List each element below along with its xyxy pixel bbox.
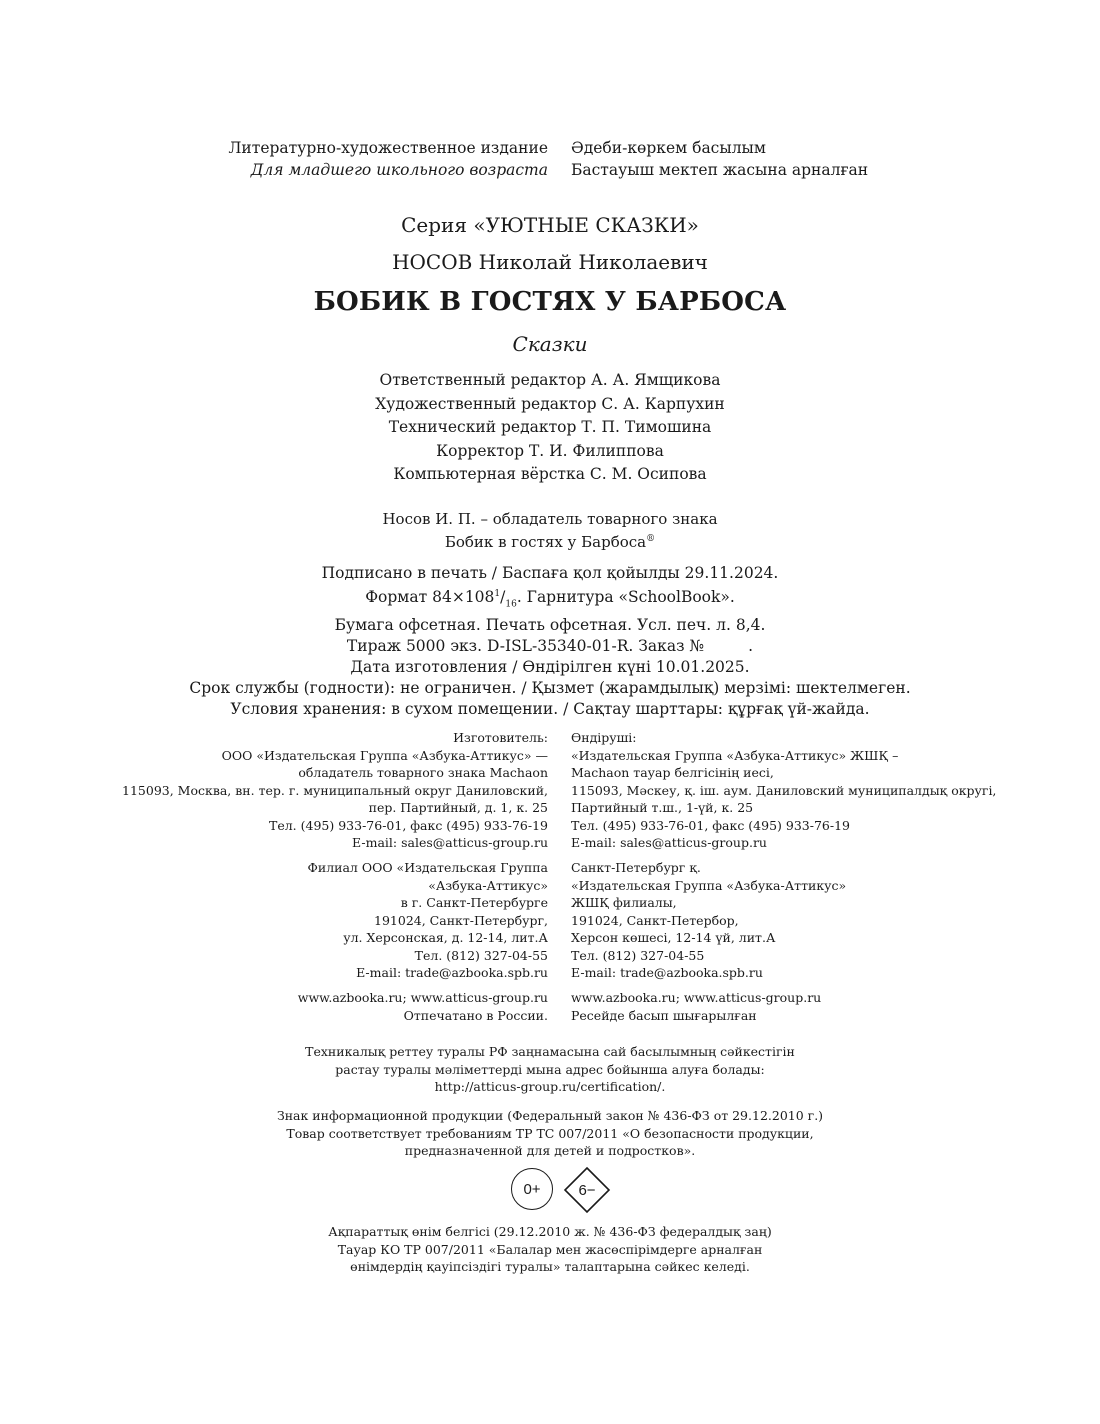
- branch-ru: [100, 859, 548, 982]
- manufacturer-kz-line: Өндіруші:: [571, 730, 637, 745]
- genre-ru: [150, 137, 548, 181]
- certification-line: Техникалық реттеу туралы РФ заңнамасына сай басылымның сәйкестігін: [305, 1044, 795, 1059]
- branch-kz: [571, 859, 1041, 982]
- staff-list: [0, 369, 1100, 487]
- print-run-line: Тираж 5000 экз. D-ISL-35340-01-R. Заказ № .: [346, 637, 754, 656]
- branch-ru-line: E-mail: trade@azbooka.spb.ru: [356, 965, 548, 980]
- web-kz: [571, 989, 1041, 1024]
- branch-kz-line: E-mail: trade@azbooka.spb.ru: [571, 965, 763, 980]
- manufacturer-ru-line: Тел. (495) 933-76-01, факс (495) 933-76-19: [269, 817, 548, 833]
- trademark-line2: Бобик в гостях у Барбоса®: [444, 533, 656, 551]
- genre-kz-line1: Әдеби-көркем басылым: [571, 139, 766, 157]
- series: Серия «УЮТНЫЕ СКАЗКИ»: [401, 213, 699, 237]
- printed-in-ru: Отпечатано в России.: [403, 1007, 548, 1023]
- info-sign-kz-line: өнімдердің қауіпсіздігі туралы» талаптарына сәйкес келеді.: [350, 1259, 750, 1274]
- info-sign-ru-line: Товар соответствует требованиям ТР ТС 007/2011 «О безопасности продукции,: [286, 1125, 814, 1141]
- manufacturer-kz-line: Партийный т.ш., 1-үй, к. 25: [571, 800, 754, 815]
- staff-line: Ответственный редактор А. А. Ямщикова: [379, 371, 721, 389]
- manufacturer-ru-line: ООО «Издательская Группа «Азбука-Аттикус» —: [221, 747, 548, 763]
- author: НОСОВ Николай Николаевич: [392, 250, 708, 274]
- branch-ru-line: 191024, Санкт-Петербург,: [374, 912, 548, 928]
- genre-ru-line2: Для младшего школьного возраста: [250, 161, 548, 179]
- manufacturer-ru-line: Изготовитель:: [453, 730, 548, 745]
- branch-ru-line: «Азбука-Аттикус»: [428, 877, 548, 893]
- web-ru-links: www.azbooka.ru; www.atticus-group.ru: [297, 990, 548, 1005]
- branch-kz-line: ЖШҚ филиалы,: [571, 895, 677, 910]
- age-0-plus-icon: 0+: [511, 1168, 553, 1210]
- genre-ru-line1: Литературно-художественное издание: [228, 139, 548, 157]
- info-sign-ru-line: Знак информационной продукции (Федеральный закон № 436-ФЗ от 29.12.2010 г.): [276, 1108, 824, 1123]
- book-title: БОБИК В ГОСТЯХ У БАРБОСА: [313, 287, 787, 317]
- manufacturer-kz-line: E-mail: sales@atticus-group.ru: [571, 835, 767, 850]
- branch-ru-line: в г. Санкт-Петербурге: [400, 895, 548, 910]
- certification: [0, 1043, 1100, 1096]
- branch-ru-line: ул. Херсонская, д. 12-14, лит.А: [343, 930, 548, 945]
- signed-line: Подписано в печать / Баспаға қол қойылды 29.11.2024.: [321, 564, 779, 582]
- web-ru: [100, 989, 548, 1024]
- printing-info: [0, 563, 1100, 720]
- staff-line: Корректор Т. И. Филиппова: [436, 441, 664, 460]
- manufacturer-kz-line: «Издательская Группа «Азбука-Аттикус» ЖШҚ –: [571, 747, 899, 763]
- printed-in-kz: Ресейде басып шығарылған: [571, 1007, 757, 1023]
- storage-line: Условия хранения: в сухом помещении. / Сақтау шарттары: құрғақ үй-жайда.: [230, 700, 870, 719]
- subtitle: Сказки: [512, 332, 588, 356]
- made-date-line: Дата изготовления / Өндірілген күні 10.01.2025.: [350, 658, 750, 677]
- branch-kz-line: Херсон көшесі, 12-14 үй, лит.А: [571, 930, 776, 945]
- age-marks: [511, 1168, 611, 1212]
- web-kz-links: www.azbooka.ru; www.atticus-group.ru: [571, 990, 822, 1005]
- branch-ru-line: Тел. (812) 327-04-55: [414, 947, 548, 963]
- manufacturer-ru-line: E-mail: sales@atticus-group.ru: [352, 835, 548, 850]
- paper-line: Бумага офсетная. Печать офсетная. Усл. печ. л. 8,4.: [334, 616, 766, 635]
- trademark-line1: Носов И. П. – обладатель товарного знака: [382, 510, 718, 528]
- certification-line: http://atticus-group.ru/certification/.: [434, 1079, 666, 1094]
- manufacturer-kz-line: 115093, Мәскеу, қ. іш. аум. Даниловский муниципалдық округі,: [571, 782, 997, 798]
- manufacturer-kz-line: Machaon тауар белгісінің иесі,: [571, 765, 774, 780]
- manufacturer-kz: [571, 729, 1041, 852]
- age-6-minus-label: 6−: [578, 1181, 596, 1199]
- info-sign-kz: [0, 1223, 1100, 1276]
- staff-line: Компьютерная вёрстка С. М. Осипова: [393, 465, 707, 483]
- branch-kz-line: Санкт-Петербург қ.: [571, 860, 701, 875]
- manufacturer-ru-line: пер. Партийный, д. 1, к. 25: [368, 800, 548, 815]
- certification-line: растау туралы мәліметтерді мына адрес бойынша алуға болады:: [335, 1061, 765, 1077]
- service-life-line: Срок службы (годности): не ограничен. / Қызмет (жарамдылық) мерзімі: шектелмеген.: [189, 679, 911, 698]
- info-sign-kz-line: Тауар КО ТР 007/2011 «Балалар мен жасөспірімдерге арналған: [337, 1241, 763, 1257]
- trademark: [0, 509, 1100, 552]
- branch-kz-line: «Издательская Группа «Азбука-Аттикус»: [571, 877, 847, 893]
- manufacturer-ru-line: 115093, Москва, вн. тер. г. муниципальный округ Даниловский,: [122, 782, 548, 798]
- format-line: Формат $84\times 108^1/_{16}$. Гарнитура «SchoolBook».: [365, 588, 735, 610]
- branch-ru-line: Филиал ООО «Издательская Группа: [307, 860, 548, 875]
- branch-kz-line: Тел. (812) 327-04-55: [571, 947, 705, 963]
- staff-line: Технический редактор Т. П. Тимошина: [388, 418, 712, 436]
- branch-kz-line: 191024, Санкт-Петербор,: [571, 912, 739, 928]
- info-sign-kz-line: Ақпараттық өнім белгісі (29.12.2010 ж. № 436-ФЗ федералдық заң): [328, 1224, 772, 1239]
- genre-kz: [571, 137, 971, 181]
- info-sign-ru: [0, 1107, 1100, 1160]
- manufacturer-kz-line: Тел. (495) 933-76-01, факс (495) 933-76-19: [571, 817, 850, 833]
- staff-line: Художественный редактор С. А. Карпухин: [375, 394, 725, 413]
- manufacturer-ru: [100, 729, 548, 852]
- info-sign-ru-line: предназначенной для детей и подростков».: [404, 1143, 696, 1158]
- genre-kz-line2: Бастауыш мектеп жасына арналған: [571, 161, 869, 179]
- registered-mark: ®: [646, 534, 656, 544]
- manufacturer-ru-line: обладатель товарного знака Machaon: [298, 765, 548, 780]
